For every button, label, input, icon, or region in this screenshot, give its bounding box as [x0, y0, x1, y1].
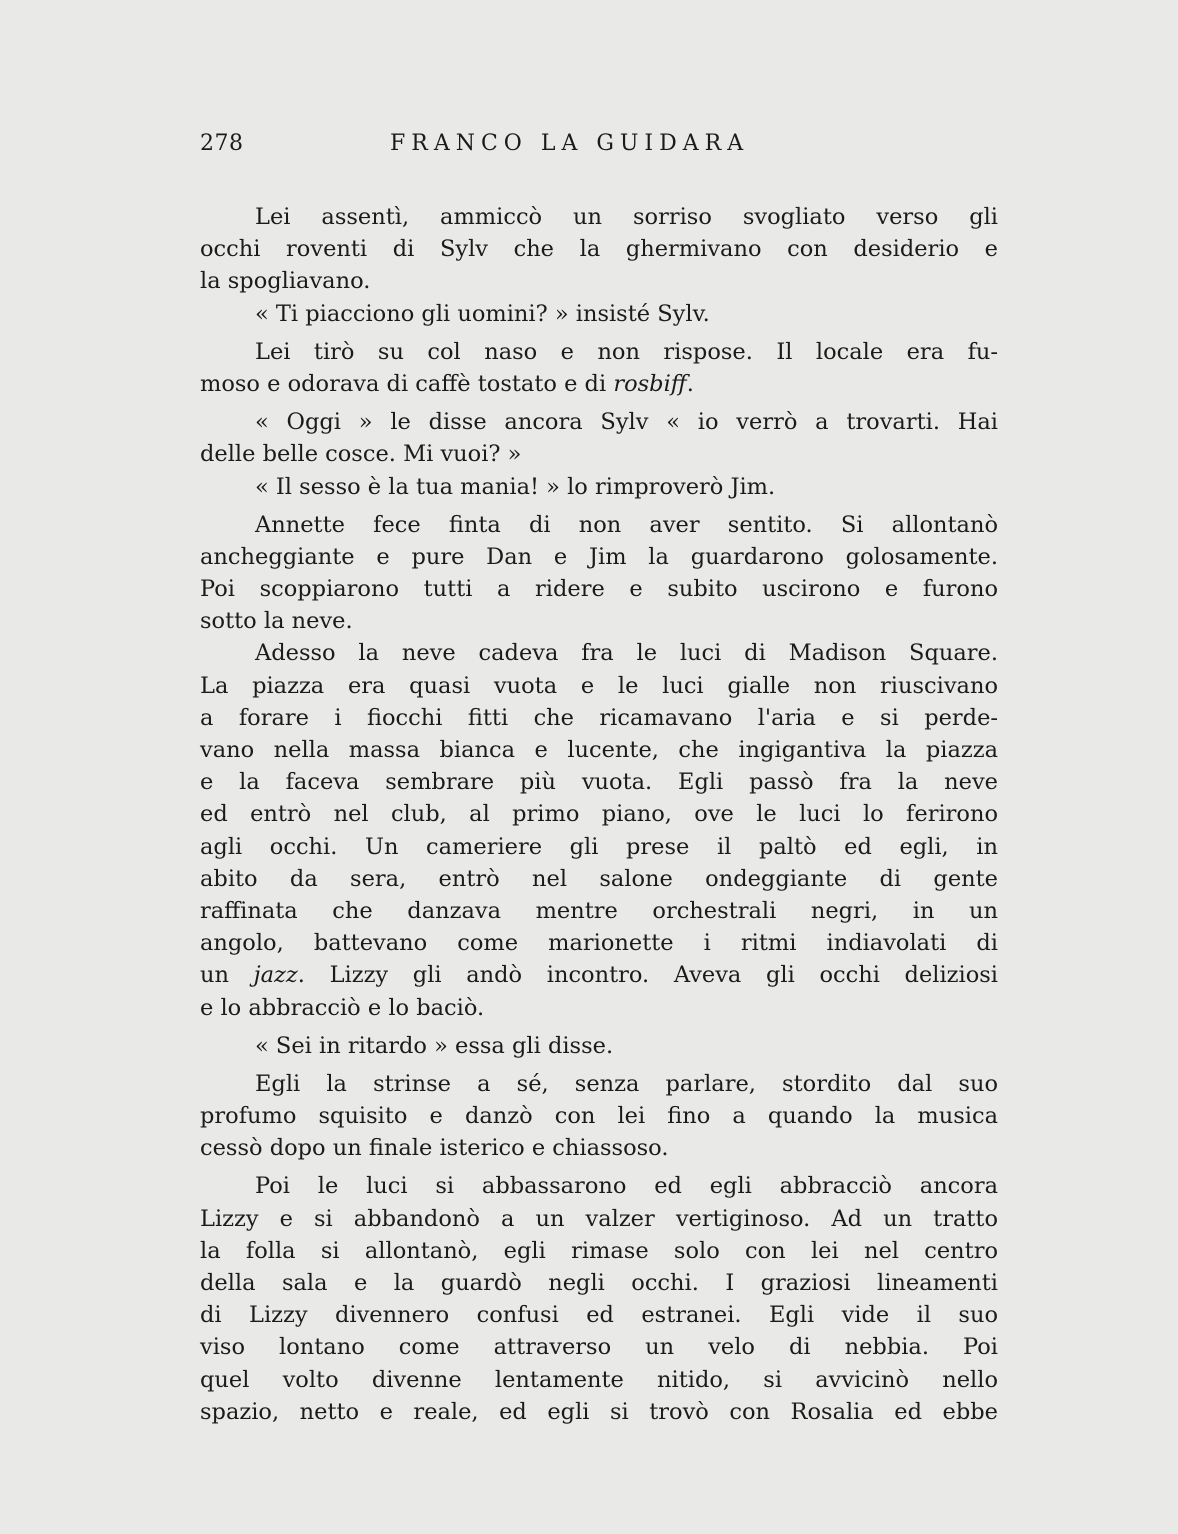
text-line: profumo squisito e danzò con lei fino a quando la musica [200, 1103, 998, 1130]
text-line: Adesso la neve cadeva fra le luci di Madison Square. [255, 640, 998, 667]
text-line: « Il sesso è la tua mania! » lo rimproverò Jim. [255, 473, 776, 500]
text-fragment: moso e odorava di caffè tostato e di [200, 370, 614, 397]
text-line: Egli la strinse a sé, senza parlare, stordito dal suo [255, 1070, 998, 1097]
running-head: FRANCO LA GUIDARA [390, 131, 750, 156]
text-line: Lei tirò su col naso e non rispose. Il locale era fu- [255, 338, 998, 365]
italic-word: rosbiff [613, 370, 687, 397]
text-line: Poi scoppiarono tutti a ridere e subito uscirono e furono [200, 576, 998, 603]
text-line: vano nella massa bianca e lucente, che ingigantiva la piazza [200, 737, 998, 763]
text-line: la spogliavano. [200, 268, 371, 295]
text-line: « Oggi » le disse ancora Sylv « io verrò a trovarti. Hai [255, 409, 998, 436]
text-line [200, 959, 998, 991]
text-line: raffinata che danzava mentre orchestrali negri, in un [200, 897, 998, 924]
text-line: sotto la neve. [200, 608, 353, 635]
text-line: ancheggiante e pure Dan e Jim la guardarono golosamente. [200, 543, 998, 570]
text-line: « Ti piacciono gli uomini? » insisté Sylv. [255, 300, 710, 327]
text-line: della sala e la guardò negli occhi. I graziosi lineamenti [200, 1270, 998, 1296]
text-line: di Lizzy divennero confusi ed estranei. Egli vide il suo [200, 1302, 998, 1329]
page-number: 278 [200, 131, 244, 156]
text-line: la folla si allontanò, egli rimase solo con lei nel centro [200, 1237, 998, 1264]
text-line: agli occhi. Un cameriere gli prese il paltò ed egli, in [200, 833, 998, 860]
page-header [200, 127, 1000, 161]
text-line: angolo, battevano come marionette i ritmi indiavolati di [200, 930, 998, 957]
body-text [200, 201, 998, 1428]
text-fragment: un [200, 962, 254, 989]
text-fragment: . Lizzy gli andò incontro. Aveva gli occhi deliziosi [297, 962, 999, 989]
text-line: delle belle cosce. Mi vuoi? » [200, 441, 522, 468]
text-line: e la faceva sembrare più vuota. Egli passò fra la neve [200, 769, 998, 796]
text-line: e lo abbracciò e lo baciò. [200, 994, 485, 1021]
text-line: cessò dopo un finale isterico e chiassoso. [200, 1135, 669, 1162]
text-line: occhi roventi di Sylv che la ghermivano con desiderio e [200, 236, 998, 263]
text-line: quel volto divenne lentamente nitido, si avvicinò nello [200, 1366, 998, 1393]
text-line: abito da sera, entrò nel salone ondeggiante di gente [200, 865, 998, 892]
text-line: a forare i fiocchi fitti che ricamavano l'aria e si perde- [200, 704, 998, 731]
text-line: La piazza era quasi vuota e le luci gialle non riuscivano [200, 672, 998, 699]
italic-word: jazz [253, 962, 298, 989]
text-line: ed entrò nel club, al primo piano, ove le luci lo ferirono [200, 801, 998, 828]
text-line: viso lontano come attraverso un velo di nebbia. Poi [200, 1334, 998, 1361]
text-line: spazio, netto e reale, ed egli si trovò con Rosalia ed ebbe [200, 1398, 998, 1425]
text-line: moso e odorava di caffè tostato e di rosbiff. [200, 370, 694, 397]
text-line: Poi le luci si abbassarono ed egli abbracciò ancora [255, 1173, 998, 1200]
text-line: Lei assentì, ammiccò un sorriso svogliato verso gli [255, 204, 998, 230]
text-line: « Sei in ritardo » essa gli disse. [255, 1032, 614, 1059]
text-line: Annette fece finta di non aver sentito. Si allontanò [255, 511, 998, 538]
text-line: Lizzy e si abbandonò a un valzer vertiginoso. Ad un tratto [200, 1205, 998, 1232]
